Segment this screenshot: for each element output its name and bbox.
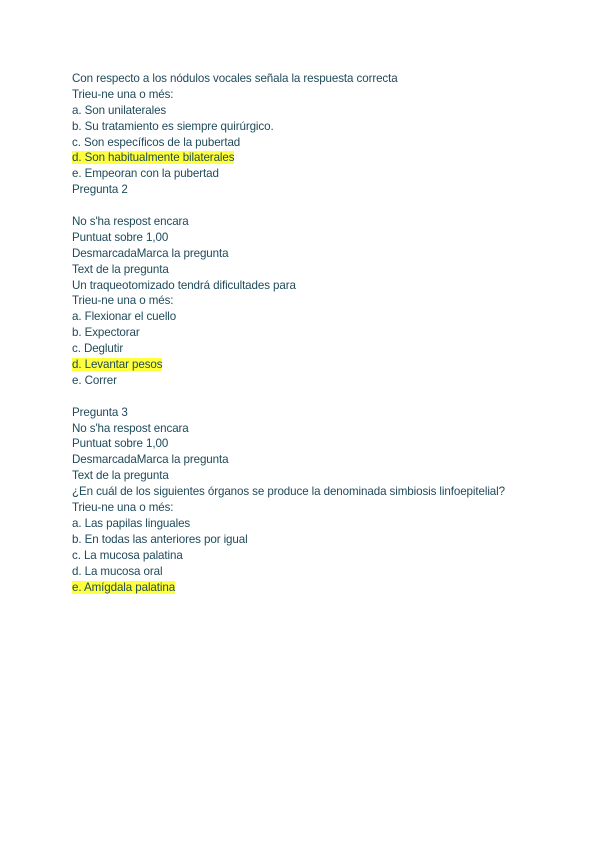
option-label: d. La mucosa oral (72, 564, 163, 578)
highlighted-answer: d. Levantar pesos (72, 358, 163, 372)
question-3-instruction: Trieu-ne una o més: (72, 501, 174, 515)
question-2-option-e (72, 373, 572, 389)
question-3-text-label: Text de la pregunta (72, 469, 169, 483)
spacer (72, 198, 572, 214)
option-label: e. Empeoran con la pubertad (72, 167, 219, 181)
question-3-option-c (72, 548, 572, 564)
question-1-option-c (72, 135, 572, 151)
option-label: c. Son específicos de la pubertad (72, 135, 241, 149)
question-1-text: Con respecto a los nódulos vocales señala la respuesta correcta (72, 72, 398, 85)
option-label: b. En todas las anteriores por igual (72, 532, 248, 546)
option-label: c. Deglutir (72, 342, 124, 356)
option-label: a. Las papilas linguales (72, 516, 191, 530)
question-1-option-b (72, 119, 572, 135)
question-2-instruction: Trieu-ne una o més: (72, 294, 174, 308)
document-content (72, 71, 572, 595)
option-label: a. Flexionar el cuello (72, 310, 177, 324)
question-1-option-d (72, 150, 572, 166)
question-3-status: No s'ha respost encara (72, 421, 189, 435)
question-2-flag: DesmarcadaMarca la pregunta (72, 246, 229, 260)
option-label: b. Expectorar (72, 326, 140, 340)
spacer (72, 389, 572, 405)
highlighted-answer: e. Amígdala palatina (72, 580, 176, 594)
question-3-option-d (72, 564, 572, 580)
question-1-option-a (72, 103, 572, 119)
question-3-option-b (72, 532, 572, 548)
question-2-status: No s'ha respost encara (72, 215, 189, 229)
highlighted-answer: d. Son habitualmente bilaterales (72, 151, 235, 165)
question-3-header: Pregunta 3 (72, 405, 128, 419)
question-2-header: Pregunta 2 (72, 183, 128, 197)
question-2-text-label: Text de la pregunta (72, 262, 169, 276)
question-2-option-a (72, 309, 572, 325)
question-2-score: Puntuat sobre 1,00 (72, 230, 169, 244)
question-3-text: ¿En cuál de los siguientes órganos se produce la denominada simbiosis linfoepitelial? (72, 485, 505, 499)
question-2-option-b (72, 325, 572, 341)
question-3-flag: DesmarcadaMarca la pregunta (72, 453, 229, 467)
question-3-option-e (72, 580, 572, 596)
option-label: c. La mucosa palatina (72, 548, 183, 562)
option-label: a. Son unilaterales (72, 103, 167, 117)
question-1-option-e (72, 166, 572, 182)
question-1-instruction: Trieu-ne una o més: (72, 87, 174, 101)
question-3-score: Puntuat sobre 1,00 (72, 437, 169, 451)
question-3-option-a (72, 516, 572, 532)
question-2-option-d (72, 357, 572, 373)
option-label: b. Su tratamiento es siempre quirúrgico. (72, 119, 274, 133)
question-2-option-c (72, 341, 572, 357)
option-label: e. Correr (72, 373, 117, 387)
question-2-text: Un traqueotomizado tendrá dificultades para (72, 278, 296, 292)
